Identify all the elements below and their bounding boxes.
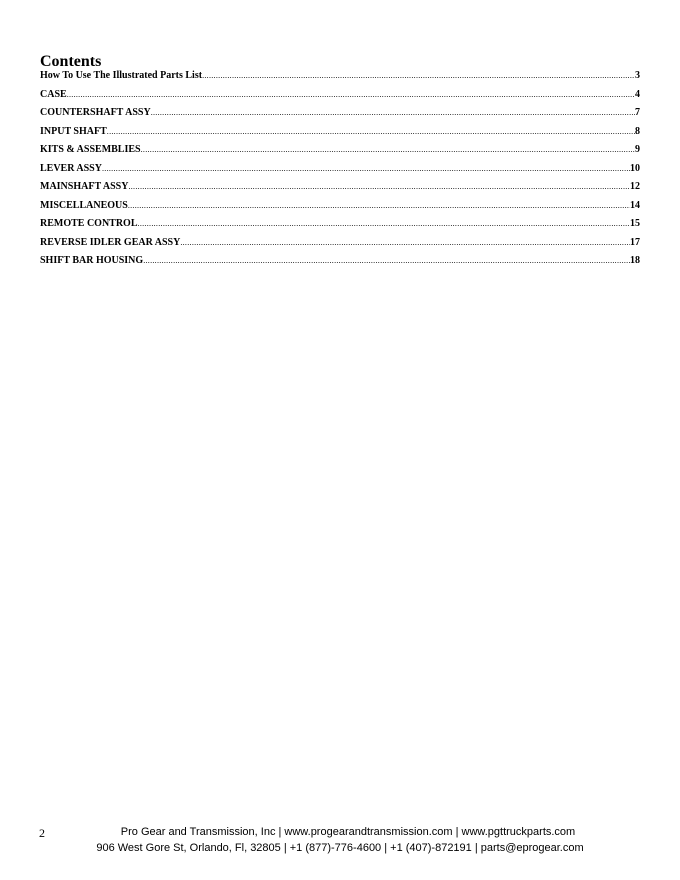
page-number: 2 [39,826,45,840]
toc-entry-page: 7 [635,107,640,118]
toc-entry-remote-control[interactable] [40,218,640,237]
toc-entry-label: MISCELLANEOUS [40,199,128,211]
toc-entry-countershaft-assy[interactable] [40,107,640,126]
table-of-contents [40,70,640,274]
toc-entry-label: How To Use The Illustrated Parts List [40,70,203,81]
toc-entry-label: REVERSE IDLER GEAR ASSY [40,236,181,248]
toc-entry-shift-bar-housing[interactable] [40,255,640,274]
dot-leader [180,238,630,248]
toc-entry-case[interactable] [40,89,640,108]
toc-entry-label: LEVER ASSY [40,162,102,174]
toc-entry-page: 15 [630,218,640,229]
toc-entry-how-to-use[interactable] [40,70,640,89]
toc-entry-label: REMOTE CONTROL [40,218,138,229]
toc-entry-label: MAINSHAFT ASSY [40,181,129,192]
toc-entry-label: COUNTERSHAFT ASSY [40,107,151,118]
dot-leader [141,145,635,155]
toc-entry-page: 18 [630,255,640,266]
toc-entry-mainshaft-assy[interactable] [40,181,640,200]
toc-entry-page: 8 [635,125,640,137]
dot-leader [102,164,630,174]
dot-leader [107,127,635,137]
dot-leader [138,219,630,229]
toc-entry-label: CASE [40,88,67,100]
toc-entry-miscellaneous[interactable] [40,200,640,219]
dot-leader [128,182,630,192]
toc-entry-reverse-idler-gear-assy[interactable] [40,237,640,256]
dot-leader [67,90,635,100]
page-footer [0,824,680,856]
toc-entry-label: KITS & ASSEMBLIES [40,144,141,155]
dot-leader [202,71,635,81]
dot-leader [143,256,630,266]
toc-entry-label: INPUT SHAFT [40,125,107,137]
toc-entry-page: 4 [635,88,640,100]
dot-leader [151,108,635,118]
toc-entry-page: 14 [630,199,640,211]
toc-entry-kits-assemblies[interactable] [40,144,640,163]
toc-entry-page: 10 [630,162,640,174]
contents-title: Contents [40,53,102,70]
toc-entry-page: 17 [630,236,640,248]
dot-leader [128,201,630,211]
toc-entry-lever-assy[interactable] [40,163,640,182]
toc-entry-page: 9 [635,144,640,155]
footer-company-line: Pro Gear and Transmission, Inc | www.progearandtransmission.com | www.pgttruckparts.com [120,826,576,838]
footer-address-line: 906 West Gore St, Orlando, Fl, 32805 | +1 (877)-776-4600 | +1 (407)-872191 | parts@eprogear.com [96,842,584,854]
toc-entry-label: SHIFT BAR HOUSING [40,255,144,266]
toc-entry-page: 12 [630,181,640,192]
toc-entry-page: 3 [635,70,640,81]
toc-entry-input-shaft[interactable] [40,126,640,145]
